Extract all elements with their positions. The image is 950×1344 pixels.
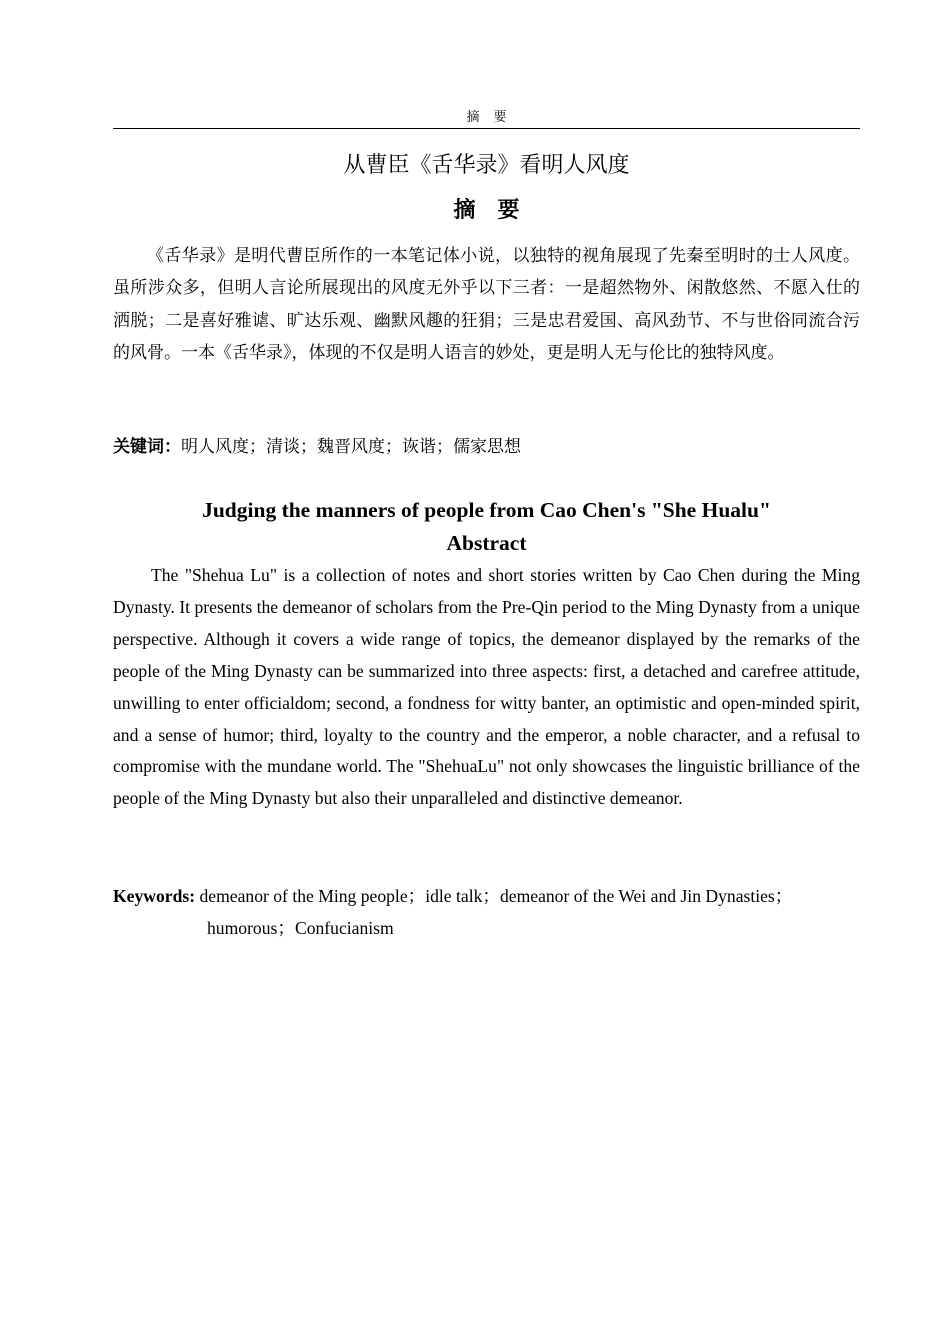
chinese-keywords <box>113 433 860 461</box>
english-abstract-heading: Abstract <box>446 531 527 555</box>
english-keywords-label: Keywords: <box>113 886 196 906</box>
english-abstract-body: The "Shehua Lu" is a collection of notes and short stories written by Cao Chen during the Ming Dynasty. It presents the demeanor of scholars from the Pre-Qin period to the Ming Dynasty from a unique perspective. Although it covers a wide range of topics, the demeanor displayed by the remarks of the people of the Ming Dynasty can be summarized into three aspects: first, a detached and carefree attitude, unwilling to enter officialdom; second, a fondness for witty banter, an optimistic and open-minded spirit, and a sense of humor; third, loyalty to the country and the emperor, a noble character, and a refusal to compromise with the mundane world. The "ShehuaLu" not only showcases the linguistic brilliance of the people of the Ming Dynasty but also their unparalleled and distinctive demeanor. <box>113 565 860 809</box>
english-title: Judging the manners of people from Cao Chen's "She Hualu" <box>202 498 771 522</box>
english-keywords <box>113 880 860 944</box>
chinese-abstract-heading: 摘要 <box>453 198 542 223</box>
chinese-title: 从曹臣《舌华录》看明人风度 <box>343 153 630 178</box>
english-keywords-text: demeanor of the Ming people；idle talk；demeanor of the Wei and Jin Dynasties；humorous；Confucianism <box>199 886 793 938</box>
chinese-keywords-text: 明人风度；清谈；魏晋风度；诙谐；儒家思想 <box>181 437 521 457</box>
chinese-abstract-body: 《舌华录》是明代曹臣所作的一本笔记体小说，以独特的视角展现了先秦至明时的士人风度。虽所涉众多，但明人言论所展现出的风度无外乎以下三者：一是超然物外、闲散悠然、不愿入仕的洒脱；二是喜好雅谑、旷达乐观、幽默风趣的狂狷；三是忠君爱国、高风劲节、不与世俗同流合污的风骨。一本《舌华录》，体现的不仅是明人语言的妙处，更是明人无与伦比的独特风度。 <box>113 246 860 364</box>
header-rule <box>113 128 860 129</box>
chinese-keywords-label: 关键词： <box>113 437 181 457</box>
running-header: 摘要 <box>466 110 521 125</box>
